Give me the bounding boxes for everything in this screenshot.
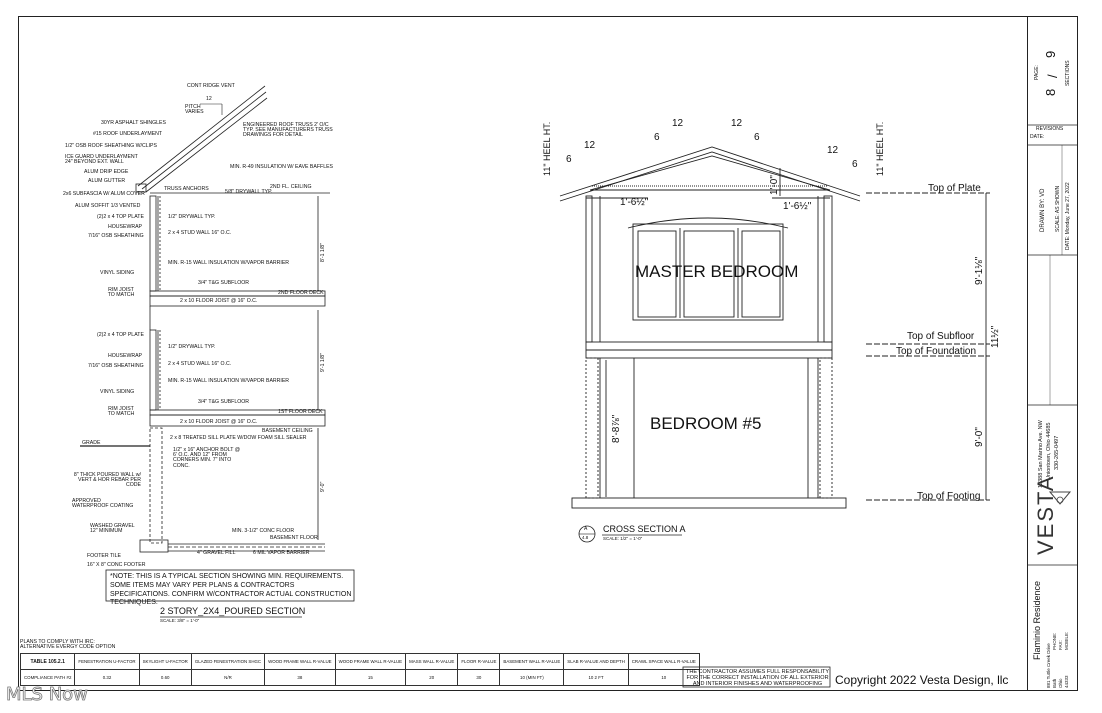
energy-code-table [20, 653, 700, 686]
drywall-label: 5/8" DRYWALL TYP. [225, 189, 273, 195]
pitch-rise-1: 12 [584, 140, 596, 151]
truss-label: ENGINEERED ROOF TRUSS 2' O/C TYP. SEE MANUFACTURERS TRUSS DRAWINGS FOR DETAIL [243, 122, 333, 139]
table-cell: WOOD FRAME WALL R-VALUE [265, 654, 336, 670]
table-cell: 0.32 [75, 670, 139, 686]
table-cell: TABLE 105.2.1 [21, 654, 75, 670]
table-cell: CRAWL SPACE WALL R-VALUE [628, 654, 699, 670]
stud-wall-label: 2 x 4 STUD WALL 16" O.C. [168, 230, 232, 236]
sheet-name: SECTIONS [1065, 60, 1071, 86]
cross-section-title: CROSS SECTION A [603, 524, 686, 534]
level-top-of-foundation: Top of Foundation [896, 346, 977, 357]
pitch-rise-3: 12 [731, 118, 743, 129]
floor-joist-label: 2 x 10 FLOOR JOIST @ 16" O.C. [180, 298, 258, 304]
table-row [21, 670, 700, 686]
footer-tile-label: FOOTER TILE [87, 553, 121, 559]
room-label-bedroom-5: BEDROOM #5 [650, 414, 762, 433]
table-cell: 30 [458, 670, 500, 686]
subfloor-label-2: 3/4" T&G SUBFLOOR [198, 399, 250, 405]
drywall-label-2: 1/2" DRYWALL TYP. [168, 214, 216, 220]
room-label-master-bedroom: MASTER BEDROOM [635, 262, 799, 281]
vapor-barrier-label: 6 MIL VAPOR BARRIER [253, 550, 310, 556]
overhang-dim-left: 1'-6½" [620, 197, 649, 208]
ridge-dim: 1'-0" [769, 175, 780, 195]
dim-upper: 8'-1 1/8" [320, 243, 326, 262]
floor-joist-label-2: 2 x 10 FLOOR JOIST @ 16" O.C. [180, 419, 258, 425]
table-cell: 15 [335, 670, 406, 686]
left-section-scale: SCALE: 3/8" = 1'-0" [160, 618, 200, 623]
level-top-of-plate: Top of Plate [928, 183, 981, 194]
conc-floor-label: MIN. 3-1/2" CONC FLOOR [232, 528, 295, 534]
drywall-label-3: 1/2" DRYWALL TYP. [168, 344, 216, 350]
gravel-label: WASHED GRAVEL 12" MINIMUM [90, 523, 135, 535]
shingles-label: 30YR ASPHALT SHINGLES [101, 120, 166, 126]
gutter-label: ALUM GUTTER [88, 178, 126, 184]
table-cell: COMPLIANCE PATH #2 [21, 670, 75, 686]
footer-label: 16" X 8" CONC FOOTER [87, 562, 146, 568]
date-note: DATE: Monday, June 27, 2022 [1065, 182, 1071, 250]
table-cell: 20 [406, 670, 458, 686]
anchor-bolt-label: 1/2" x 16" ANCHOR BOLT @ 6' O.C. AND 12" FROM CORNERS MIN. 7" INTO CONC. [173, 447, 240, 469]
ridge-vent-label: CONT RIDGE VENT [187, 83, 235, 89]
pitch-rise-4: 12 [827, 145, 839, 156]
basement-floor-label: BASEMENT FLOOR [270, 535, 318, 541]
waterproof-label: APPROVED WATERPROOF COATING [72, 498, 134, 510]
heel-height-right: 11" HEEL HT. [875, 121, 885, 176]
cross-section-scale: SCALE: 1/2" = 1'-0" [603, 536, 643, 541]
table-cell: MASS WALL R-VALUE [406, 654, 458, 670]
table-cell: 0.60 [139, 670, 191, 686]
table-cell: SLAB R-VALUE AND DEPTH [564, 654, 629, 670]
table-cell: 38 [265, 670, 336, 686]
address-line-3: 330-265-0497 [1054, 435, 1060, 470]
ice-guard-label: ICE GUARD UNDERLAYMENT 24" BEYOND EXT. WALL [65, 154, 138, 166]
wall-insulation-label: MIN. R-15 WALL INSULATION W/VAPOR BARRIER [168, 260, 290, 266]
soffit-label: ALUM SOFFIT 1/3 VENTED [75, 203, 141, 209]
table-cell: FENESTRATION U-FACTOR [75, 654, 139, 670]
section-marker-sheet: 4.8 [582, 535, 589, 540]
table-cell: 10 [628, 670, 699, 686]
drip-edge-label: ALUM DRIP EDGE [84, 169, 129, 175]
pitch-run-2: 6 [654, 132, 660, 143]
table-cell: GLAZED FENESTRATION SHGC [191, 654, 264, 670]
2nd-ceiling-label: 2ND FL. CEILING [270, 184, 312, 190]
address-line-1: 12388 San Marino Ave. NW [1038, 420, 1044, 488]
osb-sheathing-label: 1/2" OSB ROOF SHEATHING W/CLIPS [65, 143, 157, 149]
page-total: 9 [1043, 50, 1058, 58]
stud-wall-label-2: 2 x 4 STUD WALL 16" O.C. [168, 361, 232, 367]
project-name: Flaminio Residence [1032, 580, 1042, 660]
gravel-fill-label: 4" GRAVEL FILL [197, 550, 236, 556]
top-plate-label: (2)2 x 4 TOP PLATE [97, 214, 144, 220]
mls-watermark: MLS Now [6, 684, 88, 705]
mobile-label: MOBILE: [1064, 631, 1069, 650]
revision-date-label: DATE: [1030, 134, 1045, 140]
pitch-rise: 12 [206, 96, 212, 102]
dim-basement-height: 9'-0" [974, 427, 985, 447]
address-line-2: Uniontown, Ohio 44685 [1046, 422, 1052, 480]
page-label: PAGE: [1034, 65, 1040, 80]
underlayment-label: #15 ROOF UNDERLAYMENT [93, 131, 163, 137]
housewrap-label-2: HOUSEWRAP [108, 353, 143, 359]
fax-label: FAX: [1058, 640, 1063, 650]
pitch-label: PITCH VARIES [185, 104, 204, 116]
section-marker-letter: A [584, 526, 588, 532]
basement-ceiling-label: BASEMENT CEILING [262, 428, 313, 434]
heel-height-left: 11" HEEL HT. [542, 121, 552, 176]
sill-plate-label: 2 x 8 TREATED SILL PLATE W/DOW FOAM SILL SEALER [170, 435, 307, 441]
level-top-of-subfloor: Top of Subfloor [907, 331, 975, 342]
table-cell: SKYLIGHT U-FACTOR [139, 654, 191, 670]
left-section-title: 2 STORY_2X4_POURED SECTION [160, 606, 306, 616]
pitch-run-4: 6 [852, 159, 858, 170]
wall-insulation-label-2: MIN. R-15 WALL INSULATION W/VAPOR BARRIER [168, 378, 290, 384]
overhang-dim-right: 1'-6½" [783, 201, 812, 212]
dim-plate-to-subfloor: 9'-1⅛" [974, 256, 985, 285]
page-number: 8 [1043, 88, 1058, 96]
client-address-1: 881 Tuttle Creek Drive [1046, 643, 1051, 688]
truss-anchors-label: TRUSS ANCHORS [164, 186, 209, 192]
client-address-2: Bath [1052, 678, 1057, 688]
phone-label: PHONE: [1052, 632, 1057, 650]
osb-label-2: 7/16" OSB SHEATHING [88, 363, 144, 369]
table-cell: BASEMENT WALL R-VALUE [500, 654, 564, 670]
page-slash: / [1045, 74, 1060, 78]
vesta-logo: VESTA [1033, 474, 1058, 555]
table-row [21, 654, 700, 670]
2nd-deck-label: 2ND FLOOR DECK [278, 290, 324, 296]
dim-basement: 9'-0" [320, 481, 326, 492]
drawn-by: DRAWN BY: VD [1040, 188, 1046, 232]
vinyl-label: VINYL SIDING [100, 270, 135, 276]
rim-joist-label-2: RIM JOIST TO MATCH [107, 406, 135, 418]
client-address-3: Ohio [1058, 678, 1063, 688]
subfloor-label: 3/4" T&G SUBFLOOR [198, 280, 250, 286]
osb-label: 7/16" OSB SHEATHING [88, 233, 144, 239]
copyright: Copyright 2022 Vesta Design, llc [835, 673, 1009, 687]
scale-note: SCALE: AS SHOWN [1055, 185, 1061, 232]
pitch-run-1: 6 [566, 154, 572, 165]
typical-section-note: *NOTE: THIS IS A TYPICAL SECTION SHOWING MIN. REQUIREMENTS. SOME ITEMS MAY VARY PER PLANS & CONTRACTORS SPECIFICATIONS. CONFIRM W/CONTRACTOR ACTUAL CONSTRUCTION TECHNIQUES. [110, 573, 352, 607]
energy-code-intro: PLANS TO COMPLY WITH IRC: ALTERNATIVE EVERGY CODE OPTION [20, 639, 116, 651]
table-cell: FLOOR R-VALUE [458, 654, 500, 670]
grade-label: GRADE [82, 440, 101, 446]
housewrap-label: HOUSEWRAP [108, 224, 143, 230]
1st-deck-label: 1ST FLOOR DECK [278, 409, 323, 415]
table-cell: N/R [191, 670, 264, 686]
client-address-4: 44333 [1064, 675, 1069, 688]
rim-joist-label: RIM JOIST TO MATCH [107, 287, 135, 299]
insulation-label: MIN. R-49 INSULATION W/ EAVE BAFFLES [230, 164, 333, 170]
level-top-of-footing: Top of Footing [917, 491, 981, 502]
top-plate-label-2: (2)2 x 4 TOP PLATE [97, 332, 144, 338]
pitch-run-3: 6 [754, 132, 760, 143]
table-cell: 10 (MIN FT) [500, 670, 564, 686]
poured-wall-label: 8" THICK POURED WALL w/ VERT & HOR REBAR PER CODE [73, 472, 141, 489]
vinyl-label-2: VINYL SIDING [100, 389, 135, 395]
pitch-rise-2: 12 [672, 118, 684, 129]
table-cell: WOOD FRAME WALL R-VALUE [335, 654, 406, 670]
basement-height-dim: 8'-8⅞" [611, 414, 622, 443]
revisions-label: REVISIONS [1036, 126, 1064, 132]
contractor-note: THE CONTRACTOR ASSUMES FULL RESPONSABILITY FOR THE CORRECT INSTALLATION OF ALL EXTERIOR AND INTERIOR FINISHES AND WATERPROOFING [685, 669, 830, 688]
dim-floor-band: 11½" [990, 325, 1001, 348]
subfascia-label: 2x6 SUBFASCIA W/ ALUM COVER [63, 191, 145, 197]
dim-lower: 9'-1 1/8" [320, 353, 326, 372]
table-cell: 10 2 FT [564, 670, 629, 686]
